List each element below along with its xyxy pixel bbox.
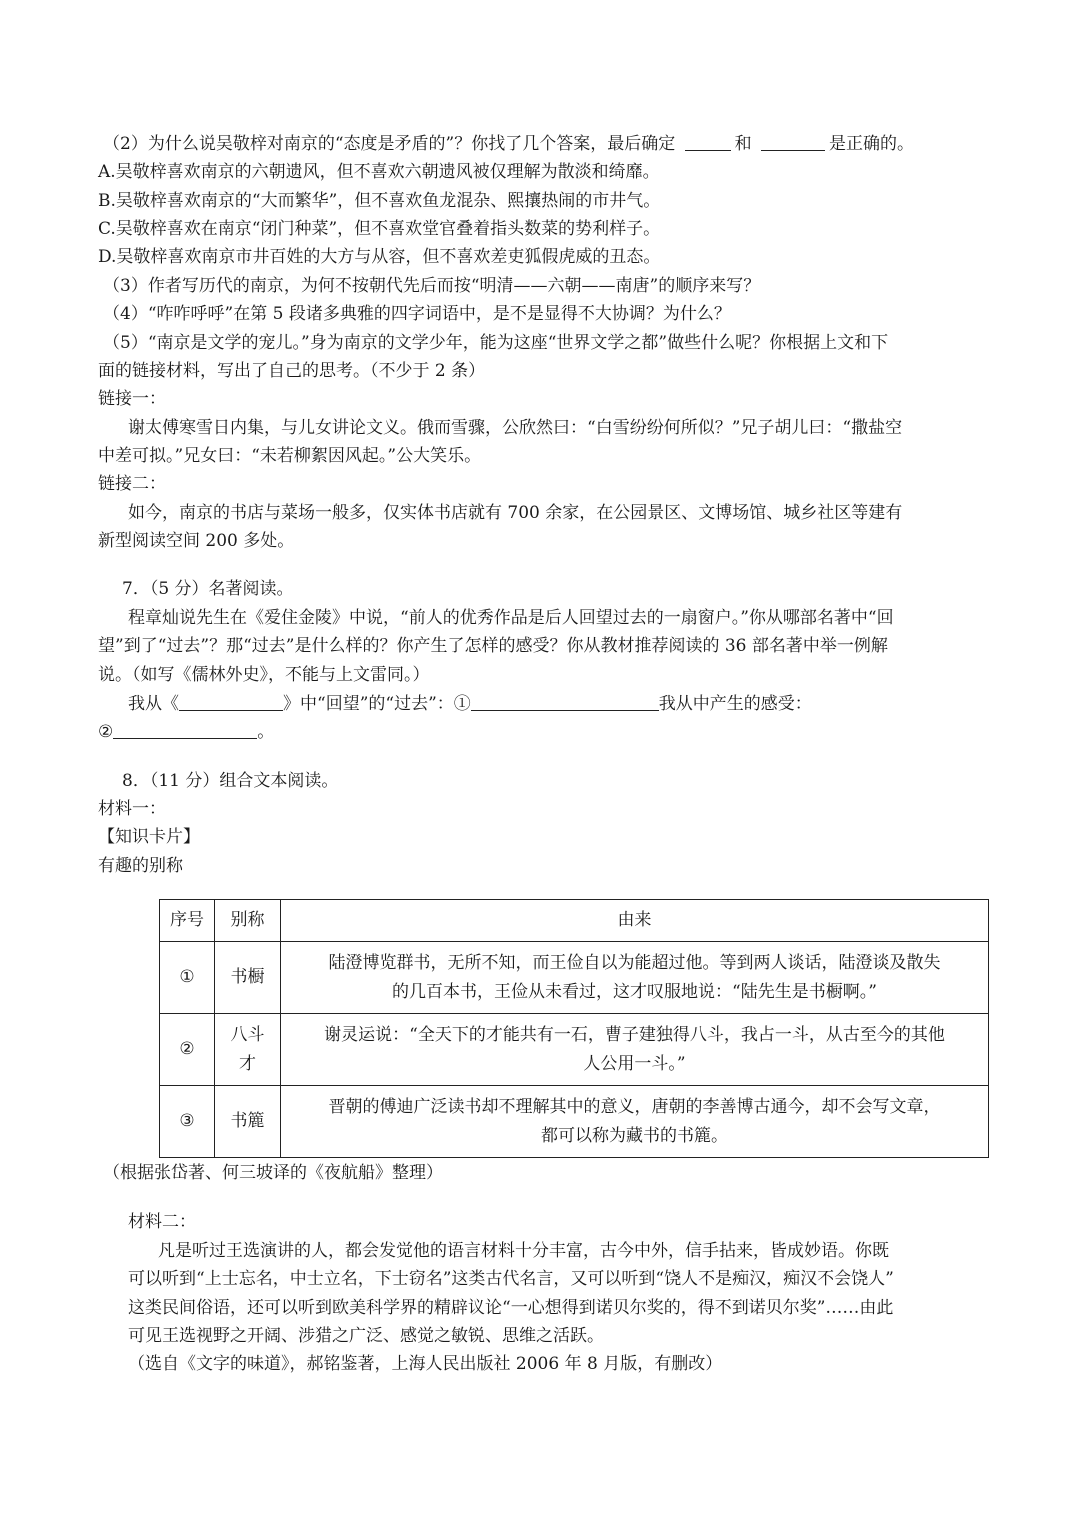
row-origin xyxy=(281,942,989,1014)
row-origin-line: 晋朝的傅迪广泛读书却不理解其中的意义，唐朝的李善博古通今，却不会写文章， xyxy=(328,1096,941,1117)
q6-sub3: （3）作者写历代的南京，为何不按朝代先后而按“明清——六朝——南唐”的顺序来写？ xyxy=(103,276,761,296)
material2-source: （选自《文字的味道》，郝铭鉴著，上海人民出版社 2006 年 8 月版，有删改） xyxy=(128,1354,723,1374)
row-name-line: 八斗 xyxy=(230,1024,265,1045)
link2-label: 链接二： xyxy=(98,474,166,494)
past-blank[interactable] xyxy=(471,692,659,711)
q7-fill-num2: ② xyxy=(98,722,114,742)
nickname-table xyxy=(159,899,989,1158)
q7-fill-past: 》中“回望”的“过去”：① xyxy=(283,694,471,714)
row-origin xyxy=(281,1014,989,1086)
q6-sub5-line2: 面的链接材料，写出了自己的思考。（不少于 2 条） xyxy=(98,361,486,381)
q6-sub2-prompt xyxy=(103,130,914,158)
row-origin xyxy=(281,1086,989,1158)
q7-heading: 7．（5 分）名著阅读。 xyxy=(122,579,294,599)
row-origin-line: 人公用一斗。” xyxy=(583,1053,686,1074)
option-d: D.吴敬梓喜欢南京市井百姓的大方与从容，但不喜欢差吏狐假虎威的丑态。 xyxy=(98,247,661,267)
table-source: （根据张岱著、何三坡译的《夜航船》整理） xyxy=(103,1163,443,1183)
table-row xyxy=(160,1014,989,1086)
material2-line3: 这类民间俗语，还可以听到欧美科学界的精辟议论“一心想得到诺贝尔奖的，得不到诺贝尔奖”……由此 xyxy=(128,1298,894,1318)
row-name: 书橱 xyxy=(215,942,281,1014)
answer-blank-2[interactable] xyxy=(761,132,825,151)
row-origin-line: 都可以称为藏书的书簏。 xyxy=(541,1125,728,1146)
table-header-row xyxy=(160,900,989,942)
q6-sub2-end: 是正确的。 xyxy=(829,134,915,154)
row-origin-line: 的几百本书，王俭从未看过，这才叹服地说：“陆先生是书橱啊。” xyxy=(392,981,877,1002)
q6-sub2-and: 和 xyxy=(734,134,752,154)
q7-line2: 望”到了“过去”？那“过去”是什么样的？你产生了怎样的感受？你从教材推荐阅读的 36 部名著中举一例解 xyxy=(98,636,888,656)
knowledge-card-label: 【知识卡片】 xyxy=(98,827,200,847)
material2-line4: 可见王选视野之开阔、涉猎之广泛、感觉之敏锐、思维之活跃。 xyxy=(128,1326,604,1346)
header-origin: 由来 xyxy=(281,900,989,942)
link1-line1: 谢太傅寒雪日内集，与儿女讲论文义。俄而雪骤，公欣然曰：“白雪纷纷何所似？”兄子胡儿曰：“撒盐空 xyxy=(128,418,903,438)
row-origin-line: 陆澄博览群书，无所不知，而王俭自以为能超过他。等到两人谈话，陆澄谈及散失 xyxy=(328,952,941,973)
material2-label: 材料二： xyxy=(128,1212,196,1232)
row-no: ① xyxy=(160,942,215,1014)
q7-fill-feeling: 我从中产生的感受： xyxy=(658,694,812,714)
q7-fill-book-open: 我从《 xyxy=(128,694,179,714)
material1-label: 材料一： xyxy=(98,799,166,819)
q7-line1: 程章灿说先生在《爱住金陵》中说，“前人的优秀作品是后人回望过去的一扇窗户。”你从哪部名著中“回 xyxy=(128,608,894,628)
material2-line1: 凡是听过王选演讲的人，都会发觉他的语言材料十分丰富，古今中外，信手拈来，皆成妙语。你既 xyxy=(158,1241,889,1261)
option-b: B.吴敬梓喜欢南京的“大而繁华”，但不喜欢鱼龙混杂、熙攘热闹的市井气。 xyxy=(98,191,661,211)
link1-label: 链接一： xyxy=(98,389,166,409)
row-name xyxy=(215,1014,281,1086)
q6-sub4: （4）“咋咋呼呼”在第 5 段诸多典雅的四字词语中，是不是显得不大协调？为什么？ xyxy=(103,304,731,324)
material2-line2: 可以听到“上士忘名，中士立名，下士窃名”这类古代名言，又可以听到“饶人不是痴汉，痴汉不会饶人” xyxy=(128,1269,894,1289)
table-row xyxy=(160,1086,989,1158)
row-origin-line: 谢灵运说：“全天下的才能共有一石，曹子建独得八斗，我占一斗，从古至今的其他 xyxy=(324,1024,945,1045)
q7-fill-line1 xyxy=(128,690,812,718)
q7-fill-end: 。 xyxy=(257,722,275,742)
book-title-blank[interactable] xyxy=(179,692,283,711)
q6-sub5-line1: （5）“南京是文学的宠儿。”身为南京的文学少年，能为这座“世界文学之都”做些什么呢？你根据上文和下 xyxy=(103,333,889,353)
row-name: 书簏 xyxy=(215,1086,281,1158)
q7-line3: 说。（如写《儒林外史》，不能与上文雷同。） xyxy=(98,665,430,685)
header-name: 别称 xyxy=(215,900,281,942)
link1-line2: 中差可拟。”兄女曰：“未若柳絮因风起。”公大笑乐。 xyxy=(98,446,482,466)
link2-line2: 新型阅读空间 200 多处。 xyxy=(98,531,295,551)
q8-heading: 8．（11 分）组合文本阅读。 xyxy=(122,771,339,791)
header-no: 序号 xyxy=(160,900,215,942)
row-no: ② xyxy=(160,1014,215,1086)
feeling-blank[interactable] xyxy=(113,720,257,739)
answer-blank-1[interactable] xyxy=(685,132,731,151)
link2-line1: 如今，南京的书店与菜场一般多，仅实体书店就有 700 余家，在公园景区、文博场馆、城乡社区等建有 xyxy=(128,503,903,523)
table-row xyxy=(160,942,989,1014)
option-a: A.吴敬梓喜欢南京的六朝遗风，但不喜欢六朝遗风被仅理解为散淡和绮靡。 xyxy=(98,162,660,182)
row-no: ③ xyxy=(160,1086,215,1158)
q6-sub2-text: （2）为什么说吴敬梓对南京的“态度是矛盾的”？你找了几个答案，最后确定 xyxy=(103,134,676,154)
q7-fill-line2 xyxy=(98,718,274,746)
option-c: C.吴敬梓喜欢在南京“闭门种菜”，但不喜欢堂官叠着指头数菜的势利样子。 xyxy=(98,219,661,239)
card-title: 有趣的别称 xyxy=(98,856,183,876)
row-name-line: 才 xyxy=(239,1053,256,1074)
